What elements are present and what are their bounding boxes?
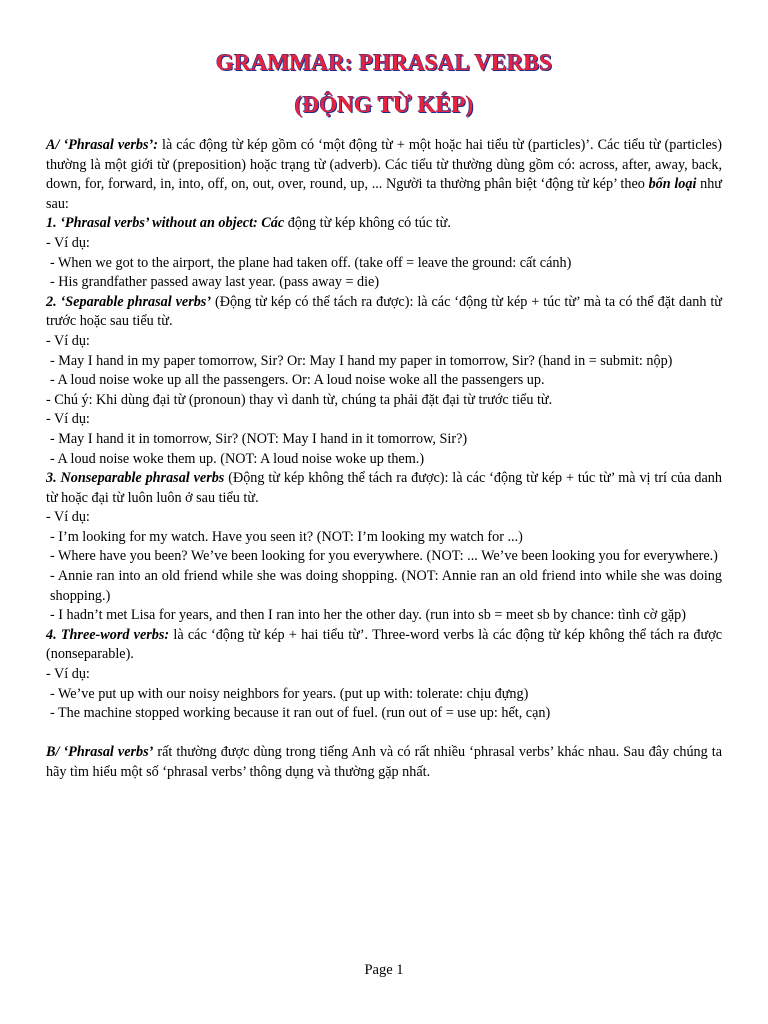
- section-a-intro: là các động từ kép gồm có ‘một động từ + một hoặc hai tiểu từ (particles)’. Các tiểu từ (particles) thường là một giới từ (preposition) hoặc trạng từ (adverb). Các tiểu từ thường dùng gồm có: across, after, away, back, down, for, forward, in, into, off, on, out, over, round, up, ... Người ta thường phân biệt ‘động từ kép’ theo: [46, 137, 723, 193]
- section-a-intro-end: như sau:: [46, 176, 722, 212]
- type3-example: - Where have you been? We’ve been looking for you everywhere. (NOT: ... We’ve been looking you for everywhere.): [50, 548, 718, 565]
- type1-examples-label: - Ví dụ:: [46, 234, 90, 251]
- type1-heading: [46, 214, 722, 234]
- type3-example: - Annie ran into an old friend while she was doing shopping. (NOT: Annie ran an old friend into while she was doing shopping.): [50, 568, 722, 604]
- type3-examples-label: - Ví dụ:: [46, 509, 90, 526]
- type4-label: 4. Three-word verbs:: [46, 626, 170, 643]
- type4-example: - We’ve put up with our noisy neighbors for years. (put up with: tolerate: chịu đựng): [50, 685, 529, 702]
- type3-example: - I hadn’t met Lisa for years, and then I ran into her the other day. (run into sb = meet sb by chance: tình cờ gặp): [50, 607, 687, 624]
- type1-label: 1. ‘Phrasal verbs’ without an object: Các: [46, 215, 285, 232]
- type3-label: 3. Nonseparable phrasal verbs: [46, 470, 225, 487]
- type2-examples2-label: - Ví dụ:: [46, 411, 90, 428]
- type3-heading: [46, 469, 722, 508]
- section-b-label: B/ ‘Phrasal verbs’: [46, 744, 154, 761]
- section-b-text: rất thường được dùng trong tiếng Anh và có rất nhiều ‘phrasal verbs’ khác nhau. Sau đây chúng ta hãy tìm hiểu một số ‘phrasal verbs’ thông dụng và thường gặp nhất.: [46, 744, 723, 780]
- type2-heading: [46, 293, 722, 332]
- type1-example: - When we got to the airport, the plane had taken off. (take off = leave the ground: cất cánh): [50, 254, 572, 271]
- type4-heading: [46, 626, 722, 665]
- document-title: GRAMMAR: PHRASAL VERBS: [215, 50, 553, 75]
- type2-example: - May I hand in my paper tomorrow, Sir? Or: May I hand my paper in tomorrow, Sir? (hand in = submit: nộp): [50, 352, 673, 369]
- paragraph-spacer: [46, 724, 722, 744]
- page-number: Page 1: [364, 962, 404, 978]
- type2-example: - May I hand it in tomorrow, Sir? (NOT: May I hand in it tomorrow, Sir?): [50, 430, 468, 447]
- type2-example: - A loud noise woke up all the passengers. Or: A loud noise woke all the passengers up.: [50, 372, 545, 389]
- document-body: [46, 136, 722, 783]
- type2-examples-label: - Ví dụ:: [46, 332, 90, 349]
- type2-note: - Chú ý: Khi dùng đại từ (pronoun) thay vì danh từ, chúng ta phải đặt đại từ trước tiểu từ.: [46, 391, 553, 408]
- section-a-label: A/ ‘Phrasal verbs’:: [46, 137, 159, 153]
- type1-example: - His grandfather passed away last year. (pass away = die): [50, 274, 380, 291]
- section-a-intro-emphasis: bốn loại: [648, 176, 697, 193]
- type4-text: là các ‘động từ kép + hai tiểu từ’. Three-word verbs là các động từ kép không thể tách ra được (nonseparable).: [46, 626, 722, 663]
- type2-text: (Động từ kép có thể tách ra được): là các ‘động từ kép + túc từ’ mà ta có thể đặt danh từ trước hoặc sau tiểu từ.: [46, 293, 722, 330]
- type3-text: (Động từ kép không thể tách ra được): là các ‘động từ kép + túc từ’ mà vị trí của danh từ hoặc đại từ luôn luôn ở sau tiểu từ.: [46, 470, 722, 506]
- section-a-paragraph: [46, 136, 722, 214]
- type4-examples-label: - Ví dụ:: [46, 666, 90, 683]
- type3-example: - I’m looking for my watch. Have you seen it? (NOT: I’m looking my watch for ...): [50, 528, 523, 545]
- document-subtitle: (ĐỘNG TỪ KÉP): [294, 92, 474, 117]
- type4-example: - The machine stopped working because it ran out of fuel. (run out of = use up: hết, cạn): [50, 705, 551, 722]
- type1-text: động từ kép không có túc từ.: [284, 215, 451, 232]
- type2-label: 2. ‘Separable phrasal verbs’: [46, 293, 212, 310]
- type2-example: - A loud noise woke them up. (NOT: A loud noise woke up them.): [50, 450, 425, 467]
- section-b-paragraph: [46, 743, 722, 782]
